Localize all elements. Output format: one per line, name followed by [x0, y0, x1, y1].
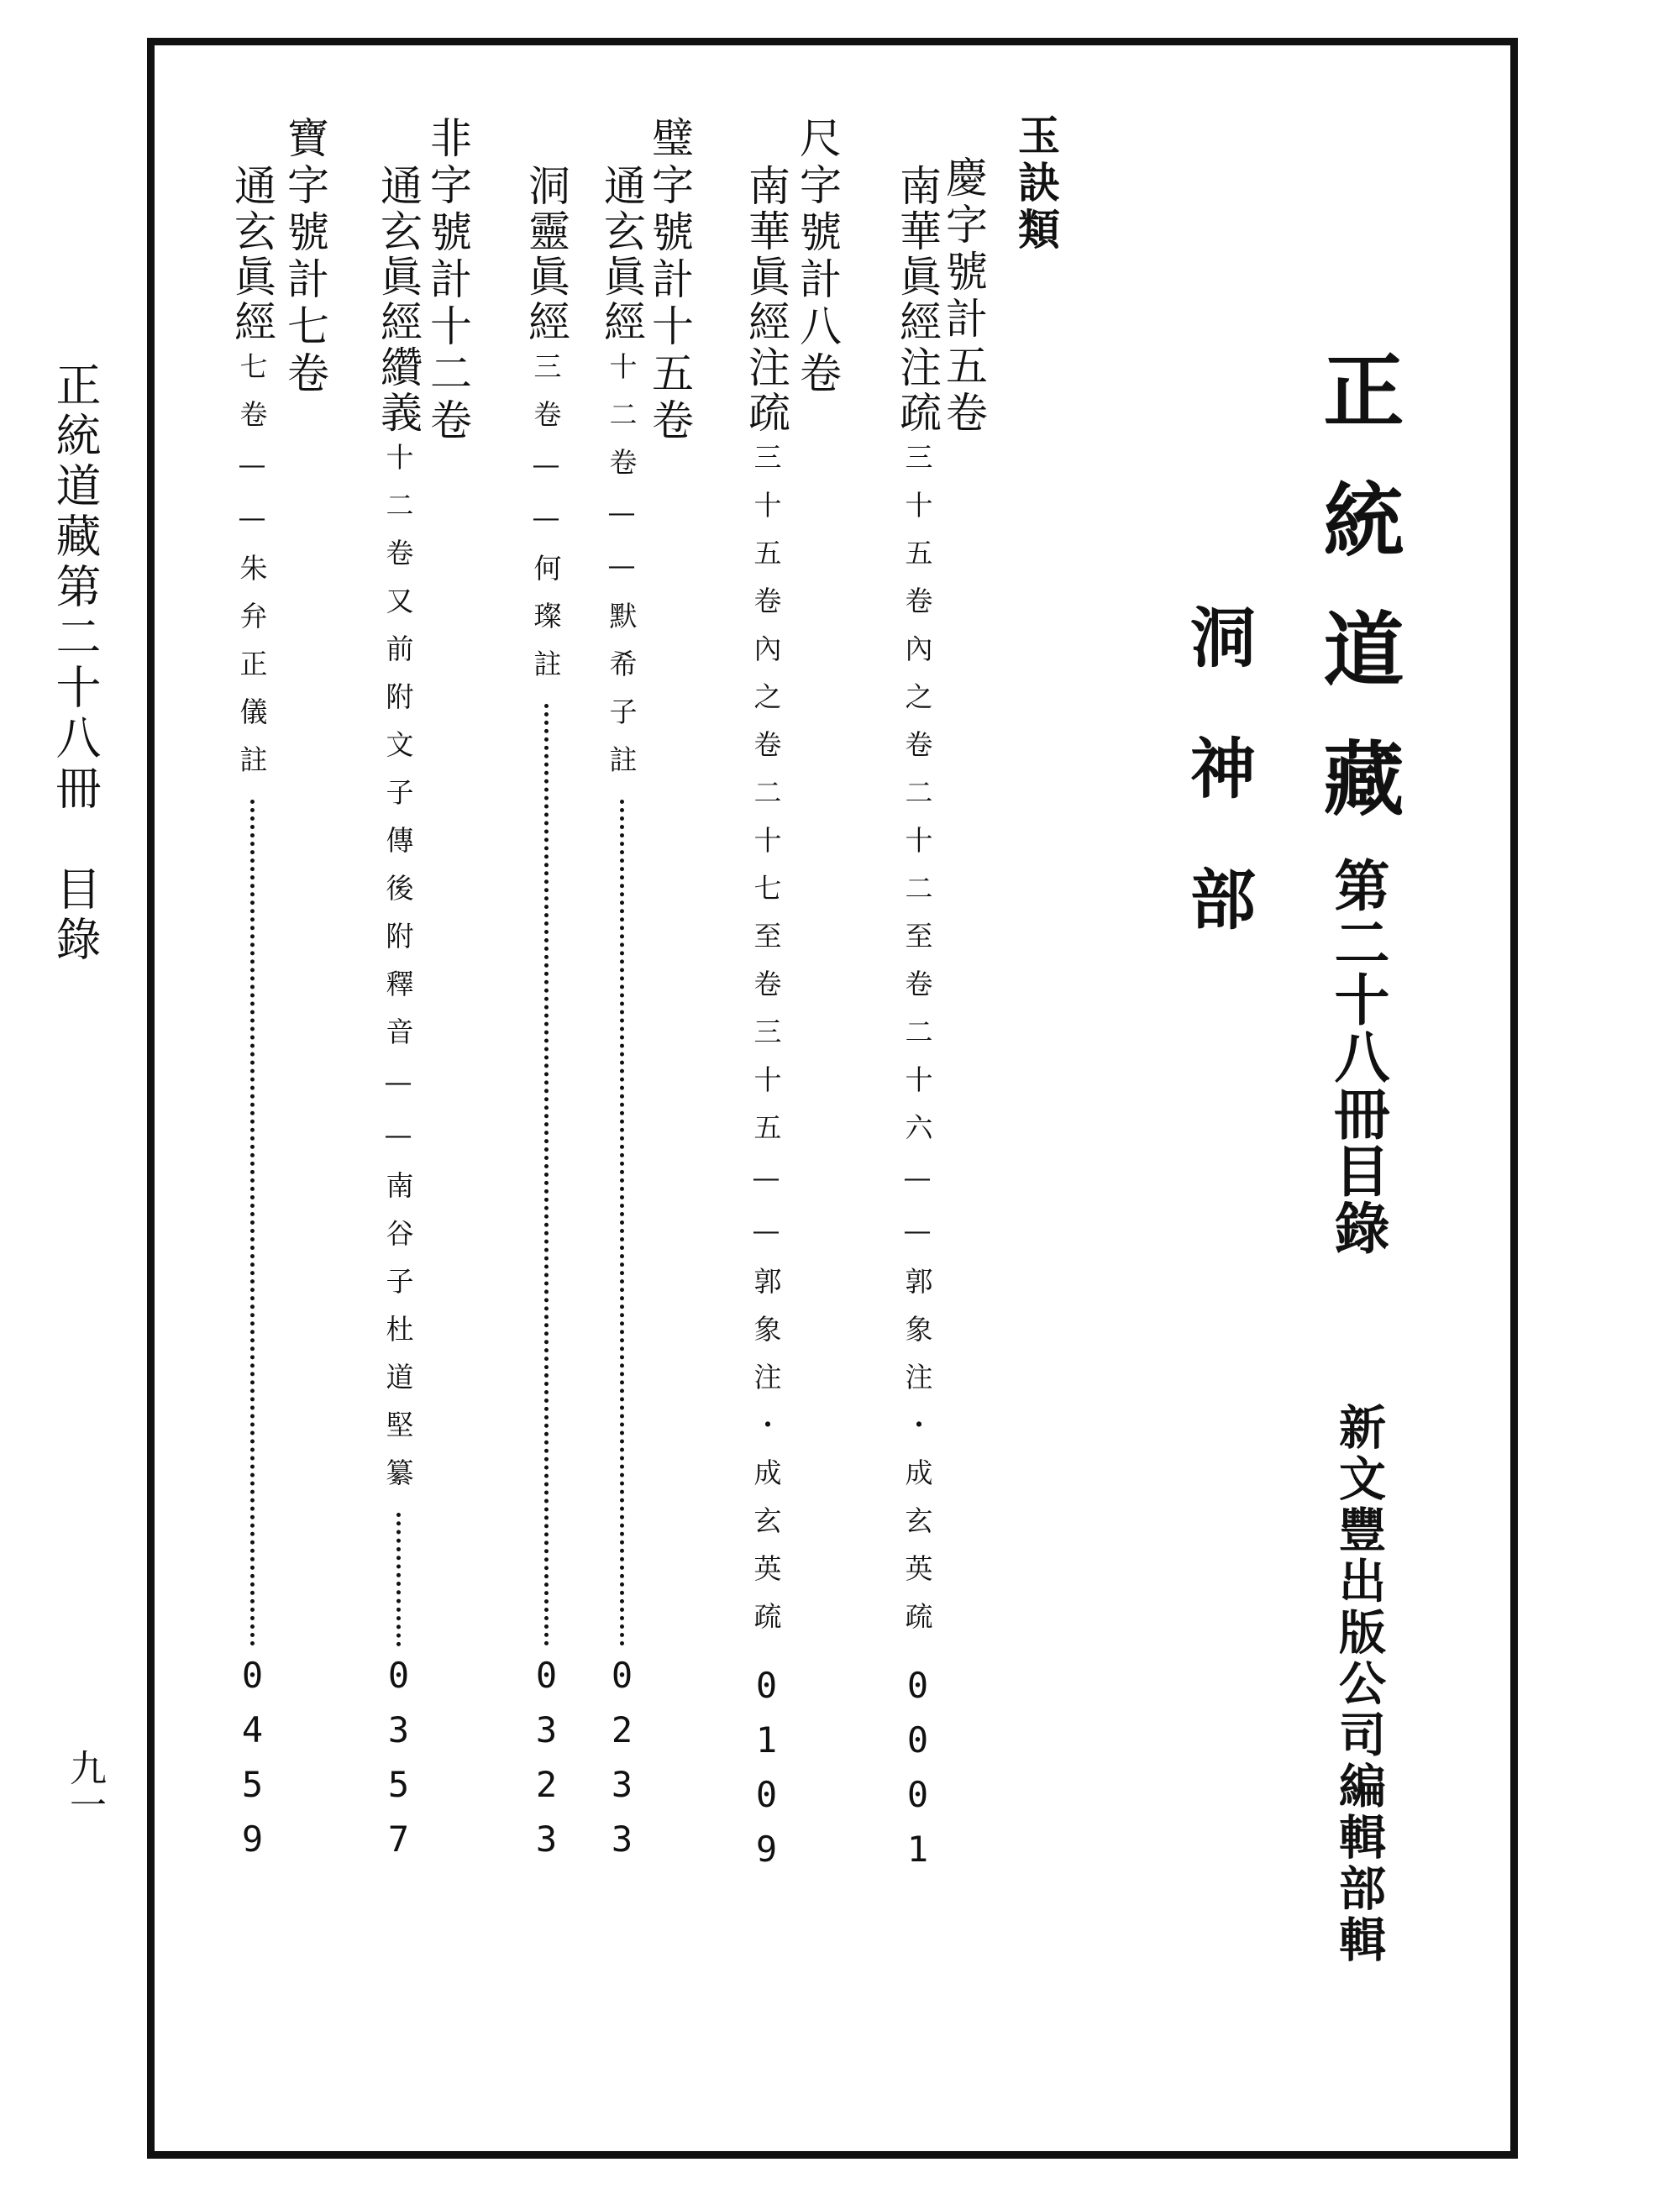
- page-number: 0109: [746, 1665, 787, 1883]
- publisher-credit: 新文豐出版公司編輯部輯: [1331, 1403, 1387, 1966]
- group-heading: 慶字號計五卷: [939, 155, 988, 438]
- volume-subtitle: 第二十八冊目錄: [1325, 857, 1389, 1257]
- page-number: 0357: [378, 1655, 419, 1873]
- page-number: 0459: [232, 1655, 273, 1873]
- entry-title: 洞靈眞經: [522, 164, 570, 345]
- entry-note: 十二卷又前附文子傳後附釋音——南谷子杜道堅纂: [381, 443, 415, 1506]
- toc-entry[interactable]: [890, 164, 944, 1883]
- entry-title: 通玄眞經: [228, 164, 276, 345]
- toc-entry[interactable]: [739, 164, 793, 1883]
- entry-note: 三卷——何璨註: [529, 352, 563, 697]
- dot-leader: [544, 704, 549, 1646]
- entry-title: 通玄眞經纘義: [374, 164, 423, 436]
- entry-note: 三十五卷內之卷二十二至卷二十六——郭象注・成玄英疏: [900, 443, 934, 1650]
- section-name: 洞神部: [1179, 603, 1255, 996]
- entry-title: 通玄眞經: [597, 164, 646, 345]
- entry-note: 七卷——朱弁正儀註: [235, 352, 269, 793]
- page-number: 0323: [526, 1655, 567, 1873]
- entry-title: 南華眞經注疏: [742, 164, 790, 436]
- toc-entry[interactable]: [225, 164, 279, 1873]
- group-heading: 尺字號計八卷: [793, 116, 842, 398]
- margin-page-number: 九一: [63, 1749, 106, 1823]
- entry-title: 南華眞經注疏: [893, 164, 942, 436]
- toc-entry[interactable]: [371, 164, 425, 1873]
- running-title: 正統道藏第二十八冊 目錄: [49, 361, 102, 966]
- page-number: 0001: [897, 1665, 938, 1883]
- main-title: 正統道藏: [1310, 349, 1404, 866]
- dot-leader: [396, 1513, 401, 1646]
- dot-leader: [250, 800, 255, 1646]
- group-heading: 非字號計十二卷: [423, 116, 472, 445]
- entry-note: 十二卷——默希子註: [605, 352, 638, 793]
- page-number: 0233: [601, 1655, 643, 1873]
- category-heading: 玉訣類: [1011, 113, 1061, 255]
- dot-leader: [620, 800, 624, 1646]
- toc-entry[interactable]: [595, 164, 648, 1873]
- toc-entry[interactable]: [519, 164, 573, 1873]
- group-heading: 寶字號計七卷: [281, 116, 329, 398]
- group-heading: 璧字號計十五卷: [645, 116, 694, 445]
- entry-note: 三十五卷內之卷二十七至卷三十五——郭象注・成玄英疏: [749, 443, 783, 1650]
